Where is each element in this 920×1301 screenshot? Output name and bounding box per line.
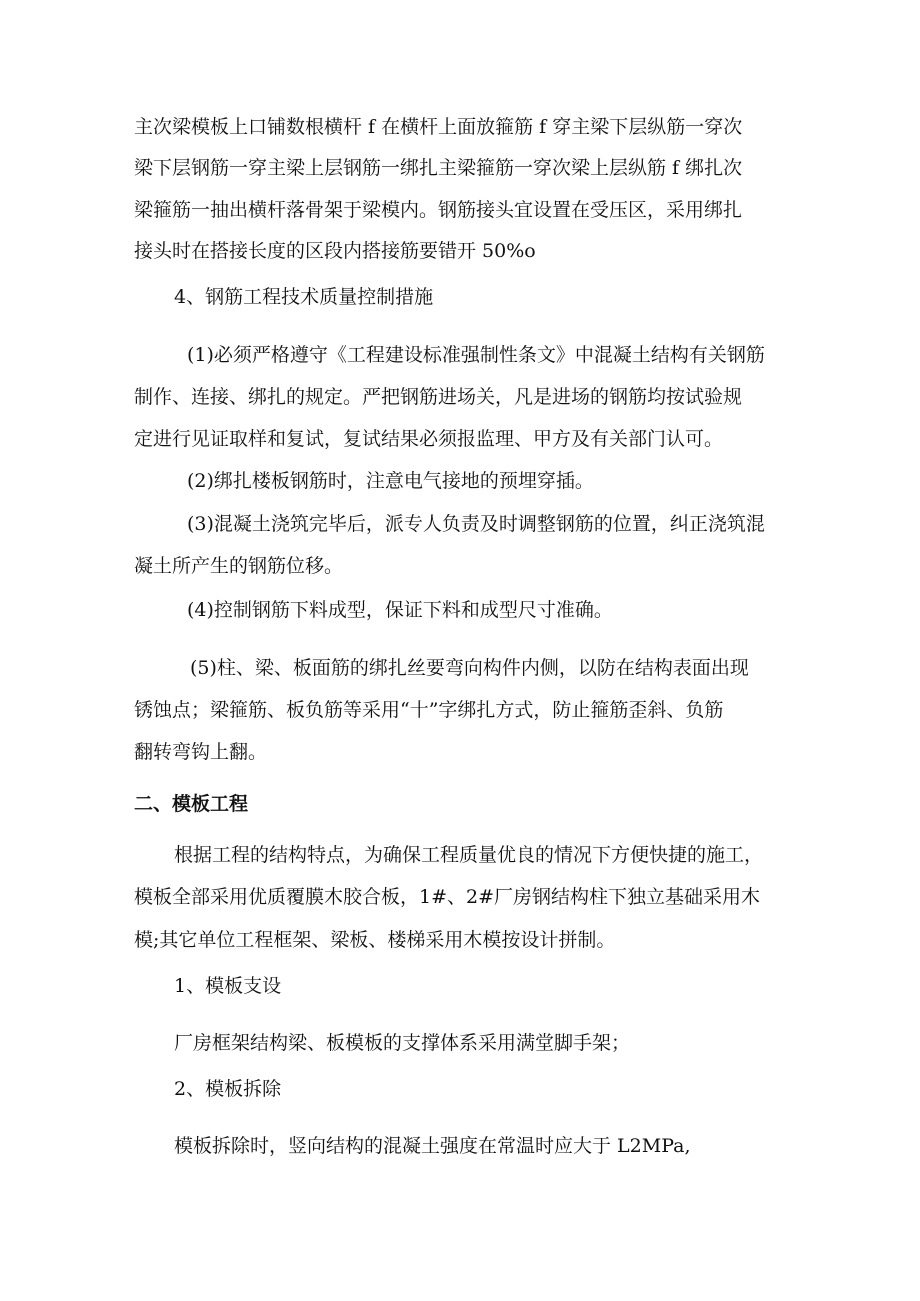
text-line: 根据工程的结构特点，为确保工程质量优良的情况下方便快捷的施工， [174, 844, 764, 866]
text-line: 凝土所产生的钢筋位移。 [134, 555, 344, 577]
text-line: 梁箍筋一抽出横杆落骨架于梁模内。钢筋接头宜设置在受压区，采用绑扎 [134, 199, 743, 221]
chapter-heading: 二、模板工程 [134, 793, 249, 815]
text-line: 模板拆除时，竖向结构的混凝土强度在常温时应大于 L2MPa, [174, 1135, 691, 1157]
text-line: 定进行见证取样和复试，复试结果必须报监理、甲方及有关部门认可。 [134, 428, 724, 450]
text-line: (5)柱、梁、板面筋的绑扎丝要弯向构件内侧，以防在结构表面出现 [190, 657, 749, 679]
text-line: (1)必须严格遵守《工程建设标准强制性条文》中混凝土结构有关钢筋 [187, 344, 765, 366]
text-line: 锈蚀点；梁箍筋、板负筋等采用“十”字绑扎方式，防止箍筋歪斜、负筋 [134, 699, 724, 721]
text-line: 制作、连接、绑扎的规定。严把钢筋进场关，凡是进场的钢筋均按试验规 [134, 386, 743, 408]
section-heading: 4、钢筋工程技术质量控制措施 [174, 286, 434, 308]
text-line: 模板全部采用优质覆膜木胶合板，1#、2#厂房钢结构柱下独立基础采用木 [134, 886, 761, 908]
section-heading: 2、模板拆除 [174, 1078, 282, 1100]
text-line: 接头时在搭接长度的区段内搭接筋要错开 50%o [134, 240, 536, 262]
text-line: (3)混凝土浇筑完毕后，派专人负责及时调整钢筋的位置，纠正浇筑混 [187, 513, 765, 535]
text-line: 模;其它单位工程框架、梁板、楼梯采用木模按设计拼制。 [134, 929, 616, 951]
text-line: 翻转弯钩上翻。 [134, 741, 268, 763]
text-line: 厂房框架结构梁、板模板的支撑体系采用满堂脚手架； [174, 1032, 631, 1054]
text-line: 主次梁模板上口铺数根横杆 f 在横杆上面放箍筋 f 穿主梁下层纵筋一穿次 [134, 116, 743, 138]
text-line: 梁下层钢筋一穿主梁上层钢筋一绑扎主梁箍筋一穿次梁上层纵筋 f 绑扎次 [134, 157, 743, 179]
text-line: (4)控制钢筋下料成型，保证下料和成型尺寸准确。 [187, 599, 613, 621]
text-line: (2)绑扎楼板钢筋时，注意电气接地的预埋穿插。 [187, 470, 594, 492]
section-heading: 1、模板支设 [174, 975, 282, 997]
